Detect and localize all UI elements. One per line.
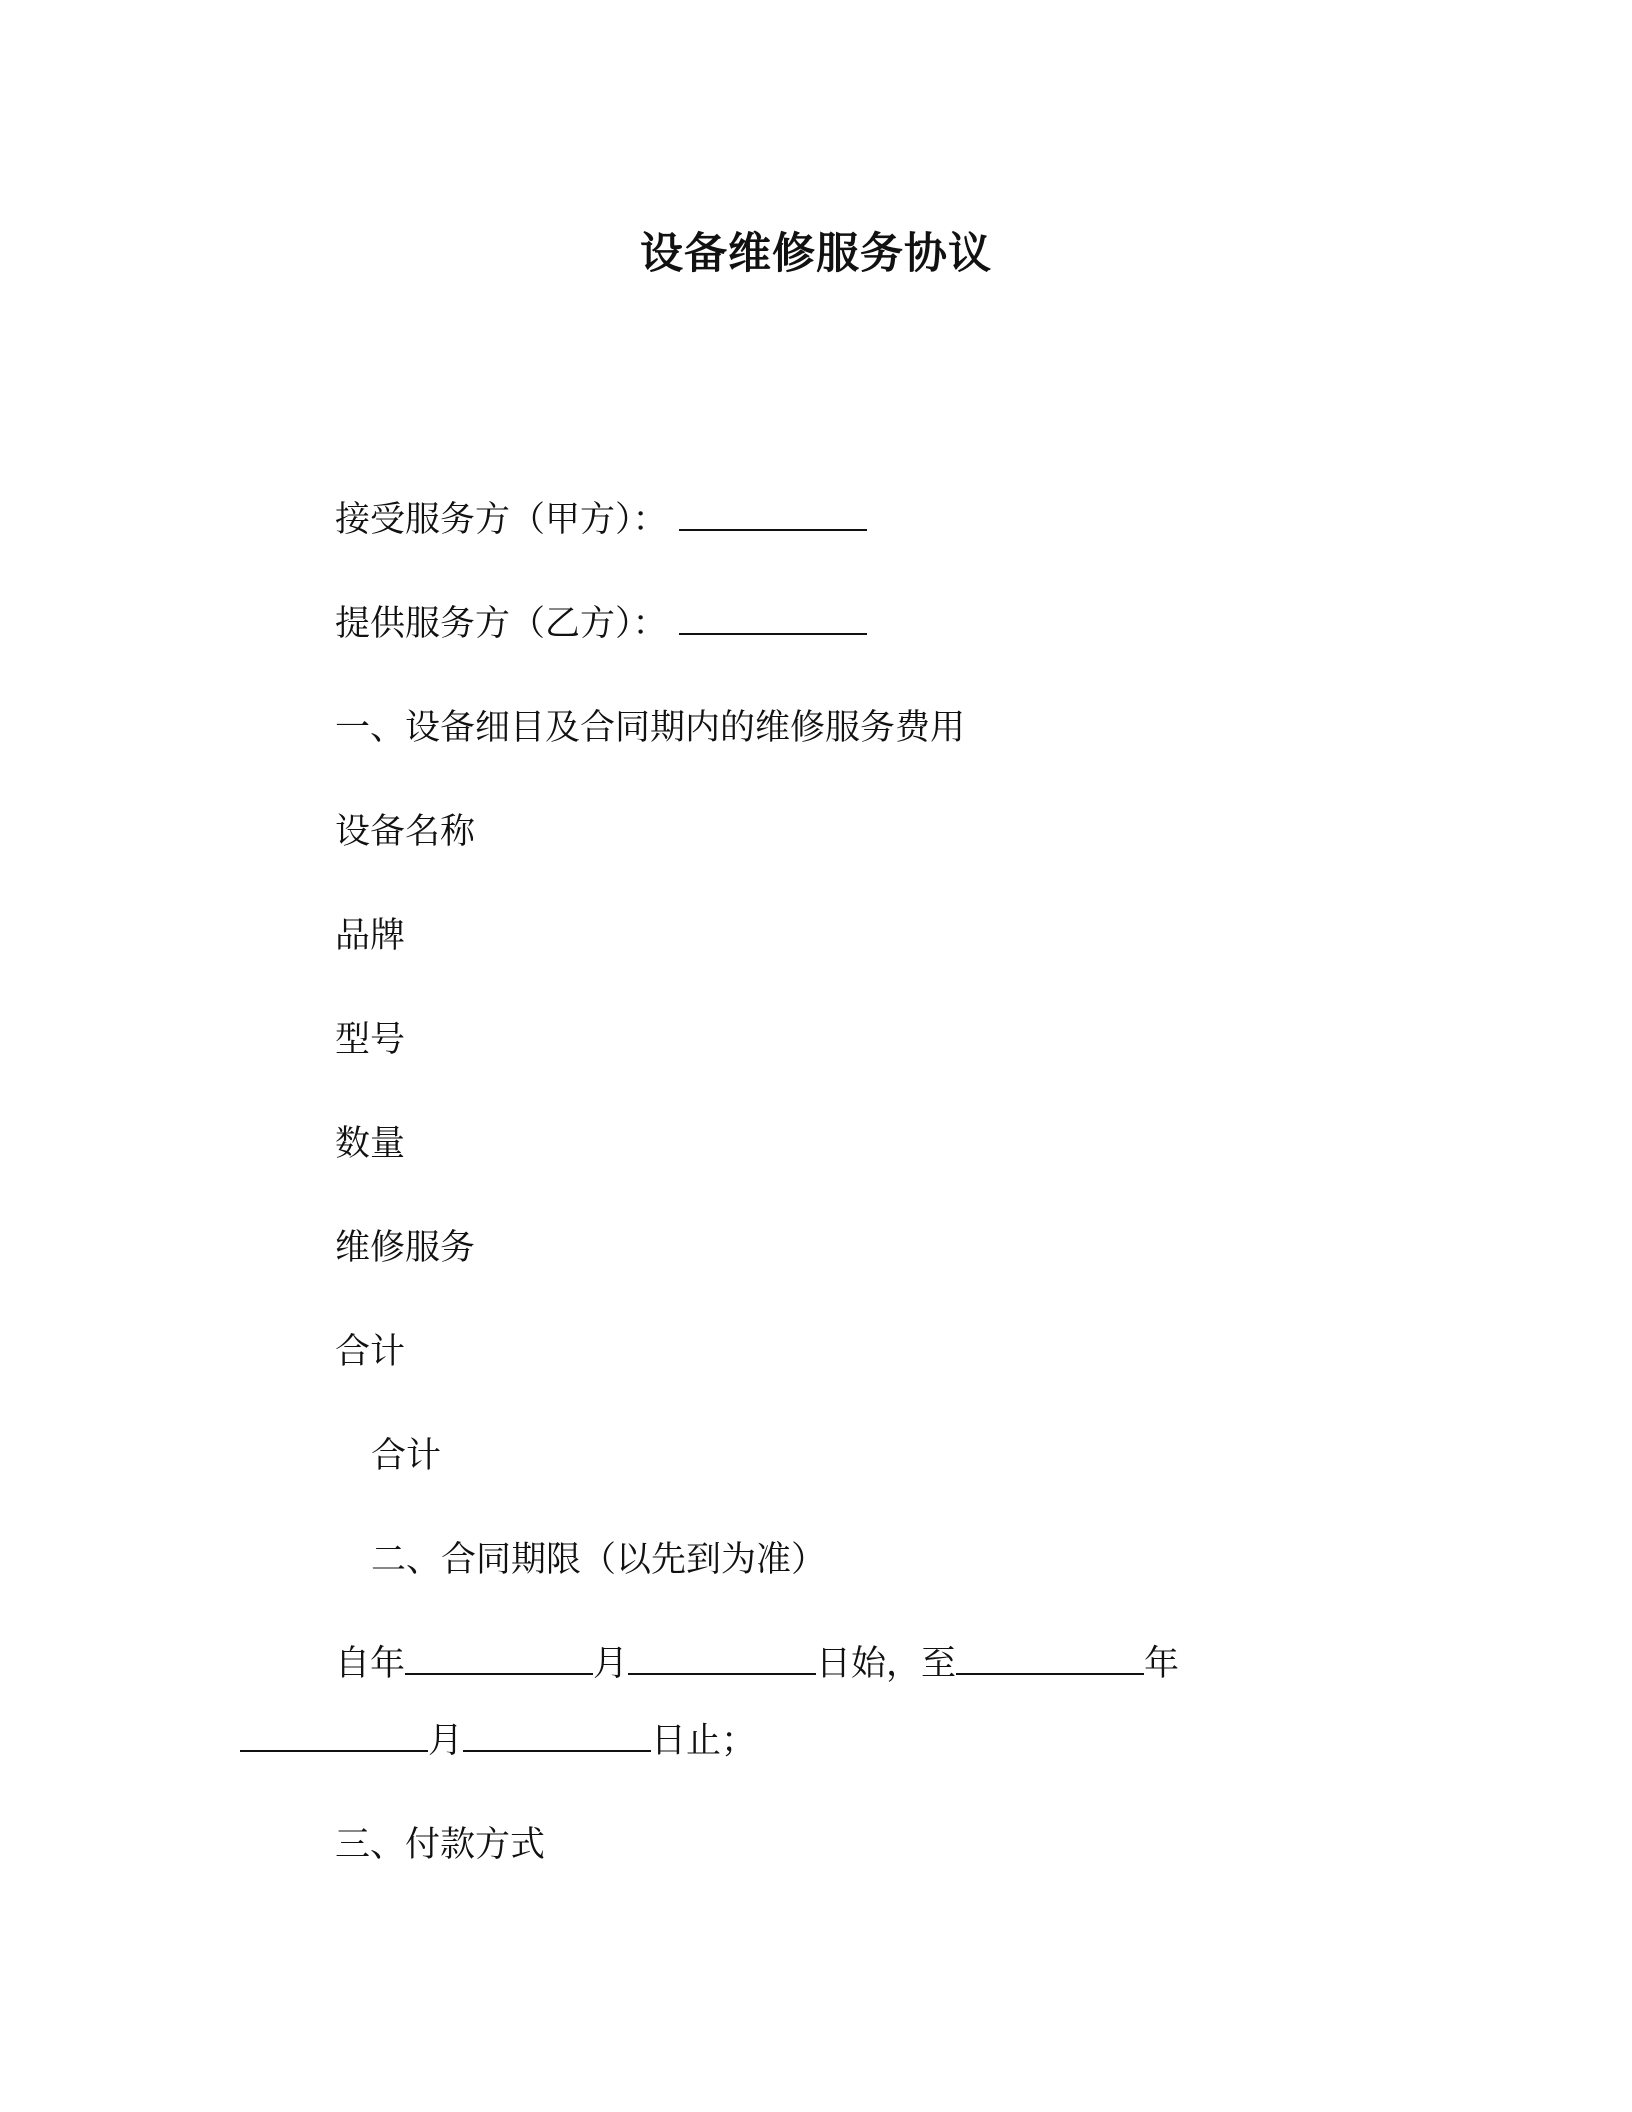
section3-heading: 三、付款方式 <box>335 1825 546 1865</box>
period-month1-blank <box>628 1643 816 1675</box>
party-b-label: 提供服务方（乙方）： <box>335 604 668 644</box>
period-year2-blank <box>956 1643 1144 1675</box>
section2-heading: 二、合同期限（以先到为准） <box>371 1540 827 1580</box>
field-maintenance-service: 维修服务 <box>335 1228 476 1268</box>
period-year2-value-blank <box>240 1720 428 1752</box>
period-day-end: 日止； <box>651 1721 757 1761</box>
period-from-prefix: 自年 <box>335 1644 406 1684</box>
period-day-blank <box>463 1720 651 1752</box>
period-year1-blank <box>405 1643 593 1675</box>
period-month2: 月 <box>428 1721 464 1761</box>
period-line-1 <box>335 1639 1179 1689</box>
party-a-line <box>335 495 867 545</box>
field-equipment-name: 设备名称 <box>335 812 476 852</box>
field-total-indented: 合计 <box>371 1436 442 1476</box>
period-line-2 <box>240 1716 756 1766</box>
party-a-label: 接受服务方（甲方）： <box>335 500 668 540</box>
period-day-start: 日始，至 <box>816 1644 957 1684</box>
field-brand: 品牌 <box>335 916 406 956</box>
party-b-blank <box>679 603 867 635</box>
field-quantity: 数量 <box>335 1124 406 1164</box>
field-model: 型号 <box>335 1020 406 1060</box>
field-total: 合计 <box>335 1332 406 1372</box>
period-month1: 月 <box>593 1644 629 1684</box>
party-a-blank <box>679 499 867 531</box>
period-year2: 年 <box>1144 1644 1180 1684</box>
document-title: 设备维修服务协议 <box>640 229 992 279</box>
section1-heading: 一、设备细目及合同期内的维修服务费用 <box>335 708 966 748</box>
party-b-line <box>335 599 867 649</box>
